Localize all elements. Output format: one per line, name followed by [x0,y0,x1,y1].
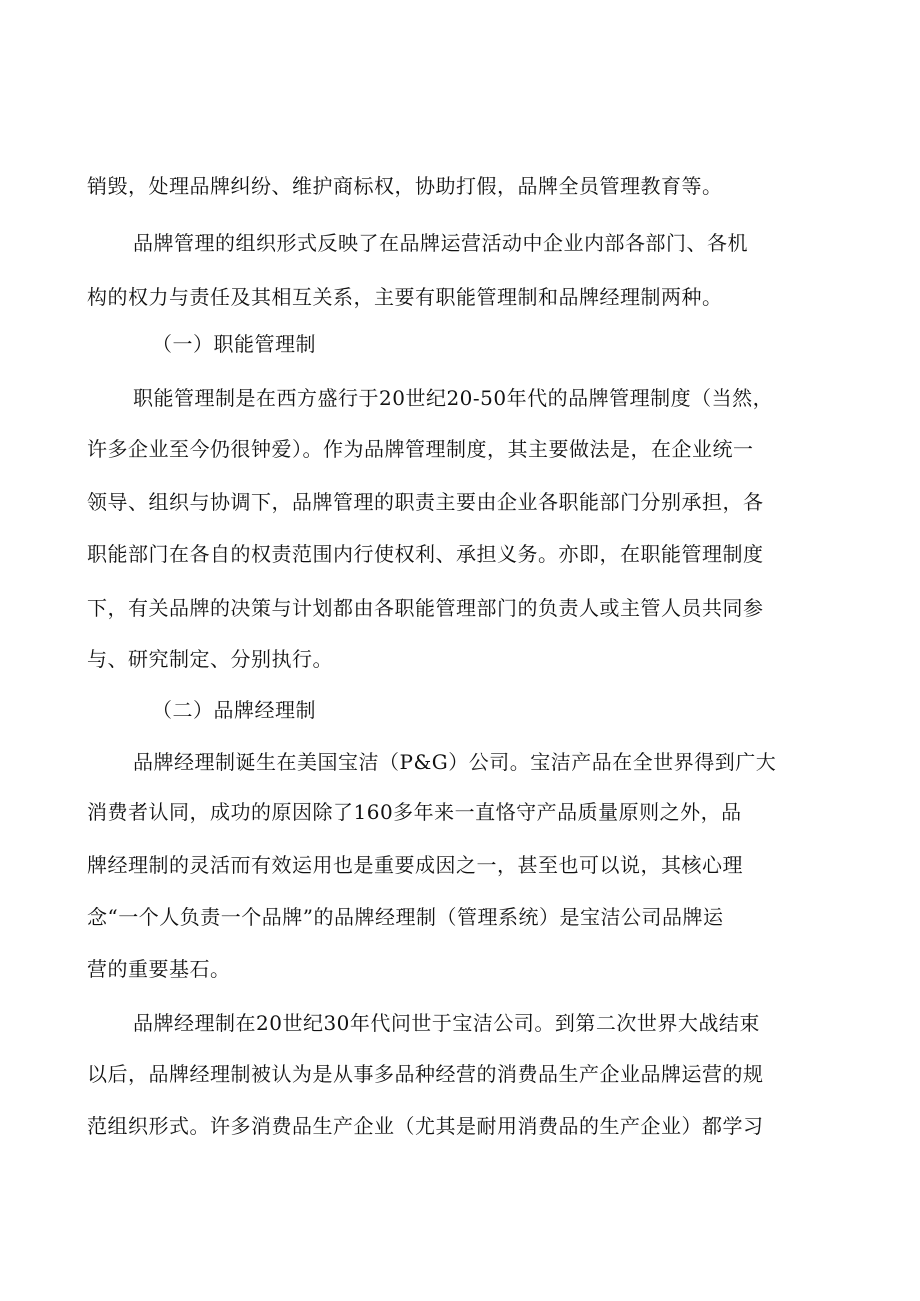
text-line-16: 以后，品牌经理制被认为是从事多品种经营的消费品生产企业品牌运营的规 [87,1062,764,1086]
section-heading-2: （二）品牌经理制 [152,698,316,722]
text-line-13: 念“一个人负责一个品牌”的品牌经理制（管理系统）是宝洁公司品牌运 [87,905,724,929]
text-line-1: 销毁，处理品牌纠纷、维护商标权，协助打假，品牌全员管理教育等。 [87,174,723,198]
text-line-10: 品牌经理制诞生在美国宝洁（P&G）公司。宝洁产品在全世界得到广大 [133,750,777,774]
text-line-9: 与、研究制定、分别执行。 [87,647,333,671]
text-line-3: 构的权力与责任及其相互关系，主要有职能管理制和品牌经理制两种。 [87,285,723,309]
text-line-17: 范组织形式。许多消费品生产企业（尤其是耐用消费品的生产企业）都学习 [87,1114,764,1138]
text-line-7: 职能部门在各自的权责范围内行使权利、承担义务。亦即，在职能管理制度 [87,542,764,566]
text-line-5: 许多企业至今仍很钟爱）。作为品牌管理制度，其主要做法是，在企业统一 [87,437,754,461]
text-line-15: 品牌经理制在20世纪30年代问世于宝洁公司。到第二次世界大战结束 [133,1011,760,1035]
text-line-4: 职能管理制是在西方盛行于20世纪20-50年代的品牌管理制度（当然， [133,386,774,410]
text-line-11: 消费者认同，成功的原因除了160多年来一直恪守产品质量原则之外，品 [87,800,742,824]
text-line-6: 领导、组织与协调下，品牌管理的职责主要由企业各职能部门分别承担，各 [87,490,764,514]
text-line-12: 牌经理制的灵活而有效运用也是重要成因之一，甚至也可以说，其核心理 [87,853,743,877]
text-line-14: 营的重要基石。 [87,957,231,981]
section-heading-1: （一）职能管理制 [152,332,316,356]
text-line-8: 下，有关品牌的决策与计划都由各职能管理部门的负责人或主管人员共同参 [87,596,764,620]
text-line-2: 品牌管理的组织形式反映了在品牌运营活动中企业内部各部门、各机 [133,231,748,255]
